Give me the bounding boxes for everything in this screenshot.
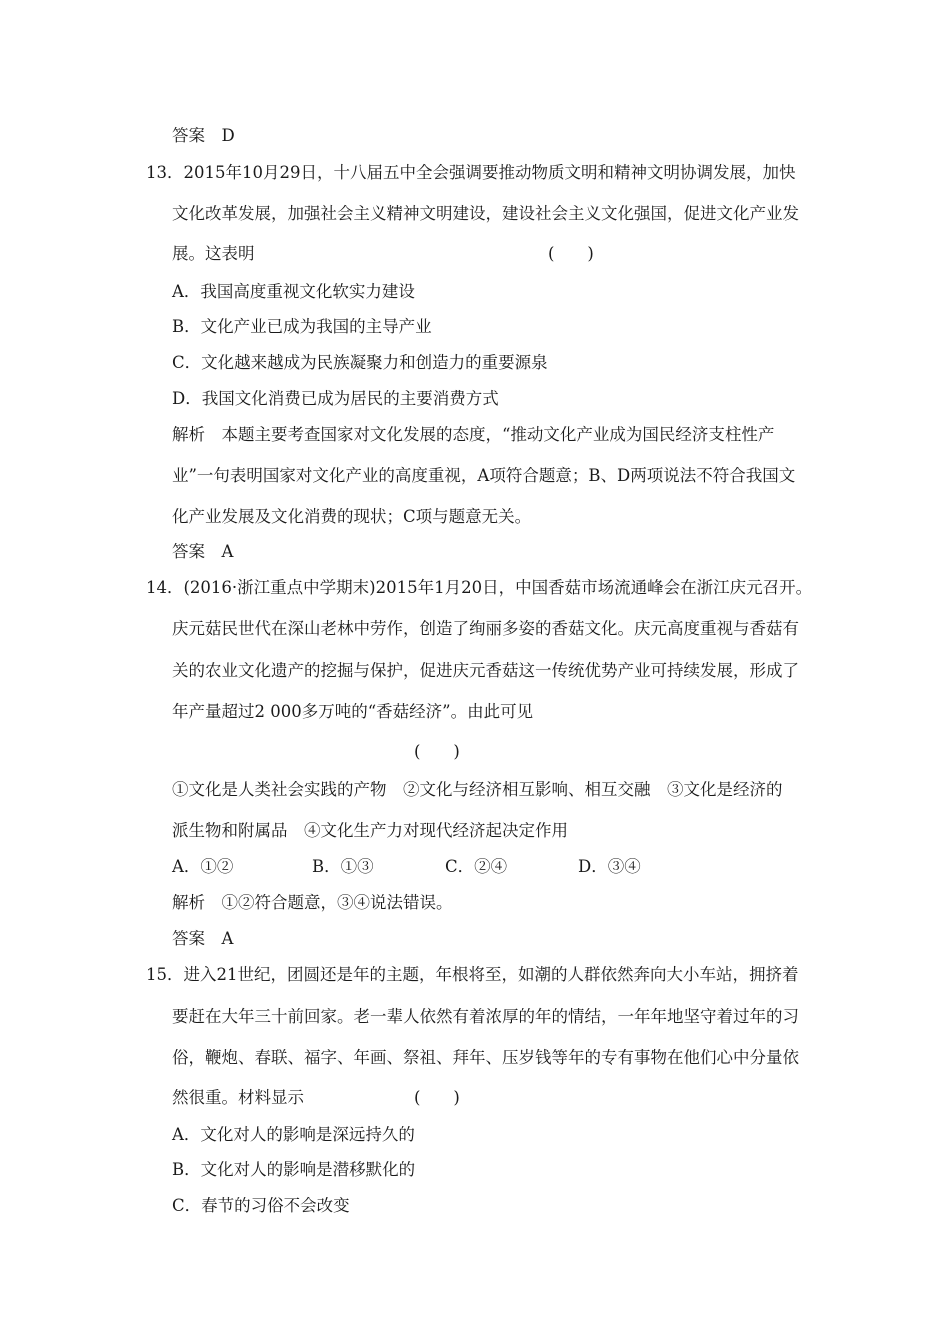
q13-option-c: C．文化越来越成为民族凝聚力和创造力的重要源泉 [172,353,548,372]
q13-analysis-line-2: 业”一句表明国家对文化产业的高度重视，A项符合题意；B、D两项说法不符合我国文 [172,466,796,485]
q15-stem-line-3: 俗，鞭炮、春联、福字、年画、祭祖、拜年、压岁钱等年的专有事物在他们心中分量依 [172,1048,799,1067]
q13-option-b: B．文化产业已成为我国的主导产业 [172,317,432,336]
q13-analysis-line-1: 解析 本题主要考查国家对文化发展的态度，“推动文化产业成为国民经济支柱性产 [172,425,775,444]
q14-stem-line-1: 14．(2016·浙江重点中学期末)2015年1月20日，中国香菇市场流通峰会在浙江庆元召开。 [146,578,813,597]
q14-stem-line-3: 关的农业文化遗产的挖掘与保护，促进庆元香菇这一传统优势产业可持续发展，形成了 [172,661,799,680]
q15-stem-line-2: 要赶在大年三十前回家。老一辈人依然有着浓厚的年的情结，一年年地坚守着过年的习 [172,1007,799,1026]
q14-analysis: 解析 ①②符合题意，③④说法错误。 [172,893,453,912]
q13-answer-blank: ( ) [548,244,594,263]
q15-option-c: C．春节的习俗不会改变 [172,1196,350,1215]
q15-answer-blank: ( ) [414,1088,460,1107]
q14-option-c: C．②④ [445,857,508,876]
q14-option-a: A．①② [172,857,234,876]
q14-stem-line-2: 庆元菇民世代在深山老林中劳作，创造了绚丽多姿的香菇文化。庆元高度重视与香菇有 [172,619,799,638]
q14-stem-line-4: 年产量超过2 000多万吨的“香菇经济”。由此可见 [172,702,534,721]
q13-stem-line-3: 展。这表明 [172,244,255,263]
q13-answer: 答案 A [172,542,234,561]
q13-analysis-line-3: 化产业发展及文化消费的现状；C项与题意无关。 [172,507,532,526]
q14-statement-line-1: ①文化是人类社会实践的产物 ②文化与经济相互影响、相互交融 ③文化是经济的 [172,780,783,799]
q13-option-a: A．我国高度重视文化软实力建设 [172,282,415,301]
q14-answer-blank: ( ) [414,742,460,761]
q13-stem-line-1: 13．2015年10月29日，十八届五中全会强调要推动物质文明和精神文明协调发展，加快 [146,163,796,182]
q14-answer: 答案 A [172,929,234,948]
q15-stem-line-1: 15．进入21世纪，团圆还是年的主题，年根将至，如潮的人群依然奔向大小车站，拥挤着 [146,965,799,984]
q13-option-d: D．我国文化消费已成为居民的主要消费方式 [172,389,499,408]
q14-option-d: D．③④ [578,857,641,876]
q12-answer: 答案 D [172,126,235,145]
q14-option-b: B．①③ [312,857,374,876]
q13-stem-line-2: 文化改革发展，加强社会主义精神文明建设，建设社会主义文化强国，促进文化产业发 [172,204,799,223]
q14-statement-line-2: 派生物和附属品 ④文化生产力对现代经济起决定作用 [172,821,568,840]
q15-stem-line-4: 然很重。材料显示 [172,1088,304,1107]
q15-option-a: A．文化对人的影响是深远持久的 [172,1125,415,1144]
q15-option-b: B．文化对人的影响是潜移默化的 [172,1160,416,1179]
